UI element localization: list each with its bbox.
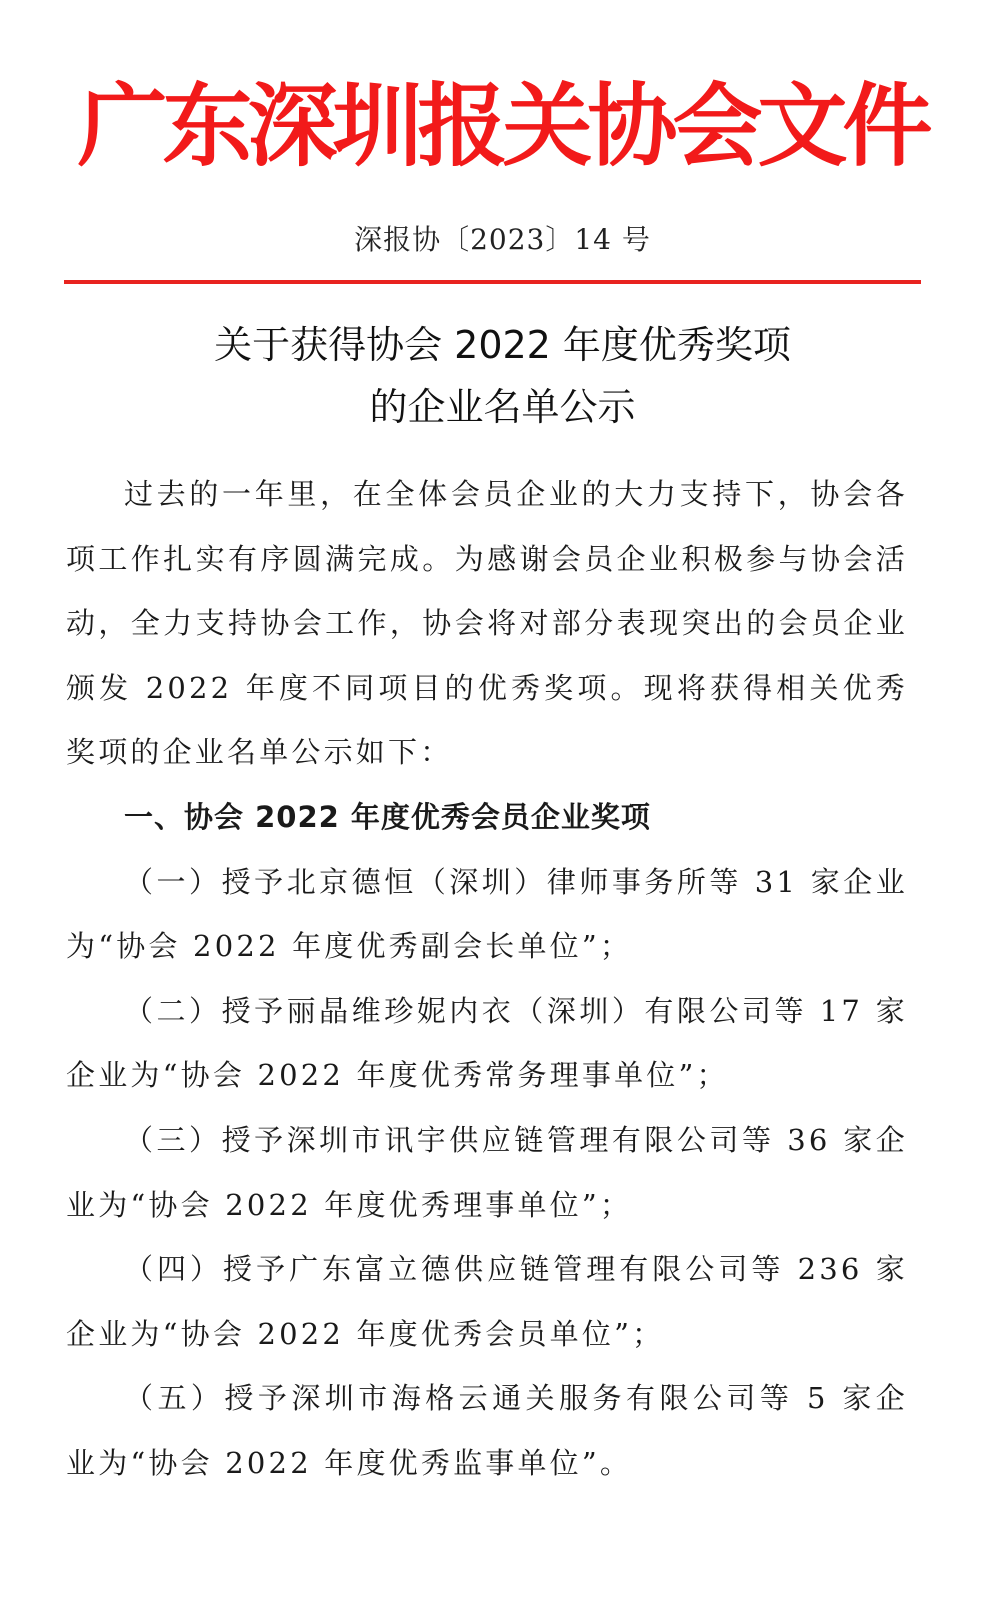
document-body [66, 462, 908, 1496]
letterhead-title: 广东深圳报关协会文件 [77, 74, 928, 179]
intro-paragraph: 过去的一年里，在全体会员企业的大力支持下，协会各项工作扎实有序圆满完成。为感谢会员企业积极参与协会活动，全力支持协会工作，协会将对部分表现突出的会员企业颁发 2022 年度不同项目的优秀奖项。现将获得相关优秀奖项的企业名单公示如下： [66, 477, 908, 770]
red-divider-line [64, 280, 921, 284]
document-title [0, 314, 1005, 438]
document-number: 深报协〔2023〕14 号 [354, 223, 651, 256]
award-item-4: （四）授予广东富立德供应链管理有限公司等 236 家企业为“协会 2022 年度优秀会员单位”； [66, 1252, 908, 1351]
award-item-2: （二）授予丽晶维珍妮内衣（深圳）有限公司等 17 家企业为“协会 2022 年度优秀常务理事单位”； [66, 993, 908, 1093]
award-item-5: （五）授予深圳市海格云通关服务有限公司等 5 家企业为“协会 2022 年度优秀监事单位”。 [66, 1381, 908, 1480]
section-heading-1: 一、协会 2022 年度优秀会员企业奖项 [124, 799, 651, 834]
document-title-line-2: 的企业名单公示 [369, 385, 636, 429]
document-title-line-1: 关于获得协会 2022 年度优秀奖项 [214, 323, 791, 367]
award-item-1: （一）授予北京德恒（深圳）律师事务所等 31 家企业为“协会 2022 年度优秀副会长单位”； [66, 864, 908, 964]
award-item-3: （三）授予深圳市讯宇供应链管理有限公司等 36 家企业为“协会 2022 年度优秀理事单位”； [66, 1122, 908, 1222]
